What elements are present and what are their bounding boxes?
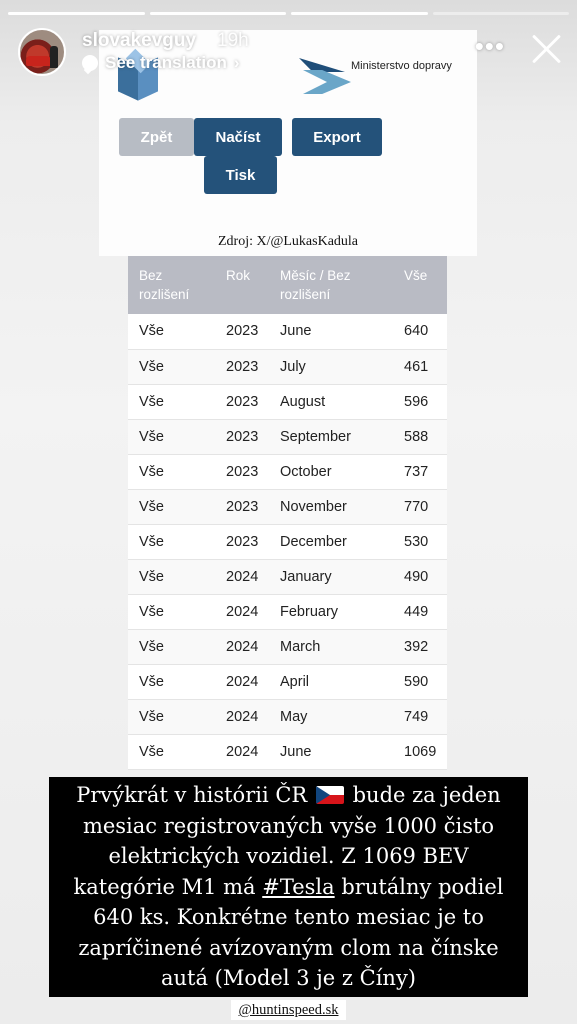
table-cell: 490: [393, 559, 447, 594]
table-cell: Vše: [128, 594, 215, 629]
username[interactable]: slovakevguy: [82, 30, 197, 51]
table-cell: Vše: [128, 489, 215, 524]
table-cell: 2024: [215, 594, 269, 629]
czech-flag-icon: [316, 786, 344, 804]
table-cell: Vše: [128, 699, 215, 734]
table-row: [128, 314, 447, 349]
table-cell: Vše: [128, 314, 215, 349]
table-cell: 737: [393, 454, 447, 489]
table-cell: 588: [393, 419, 447, 454]
caption-text-1: Prvýkrát v histórii ČR: [76, 783, 308, 807]
table-cell: 749: [393, 699, 447, 734]
print-button[interactable]: Tisk: [204, 156, 277, 194]
column-header: Měsíc / Bez rozlišení: [269, 256, 393, 314]
table-cell: 2023: [215, 384, 269, 419]
story-progress-bar: [8, 12, 569, 15]
progress-segment: [150, 12, 287, 15]
table-cell: January: [269, 559, 393, 594]
table-cell: December: [269, 524, 393, 559]
table-cell: July: [269, 349, 393, 384]
table-row: [128, 419, 447, 454]
back-button[interactable]: Zpět: [119, 118, 194, 156]
table-header-row: [128, 256, 447, 314]
story-caption: [49, 777, 528, 997]
car-graphic: [26, 56, 52, 66]
mention-sticker[interactable]: @huntinspeed.sk: [231, 1000, 346, 1020]
person-graphic: [50, 46, 58, 68]
chevron-right-icon: ›: [233, 53, 240, 72]
table-cell: 640: [393, 314, 447, 349]
table-cell: October: [269, 454, 393, 489]
more-options-icon[interactable]: •••: [474, 31, 505, 61]
registrations-table: [128, 256, 447, 770]
table-cell: 2023: [215, 524, 269, 559]
progress-segment: [8, 12, 145, 15]
table-row: [128, 349, 447, 384]
table-cell: Vše: [128, 419, 215, 454]
caption-text-2: bude za jeden mesiac registrovaných vyše 1000 čisto elektrických vozidiel. Z 1069 BEV kategórie M1 má: [73, 783, 501, 899]
table-cell: 2024: [215, 629, 269, 664]
speech-bubble-icon: [82, 55, 98, 71]
table-cell: 2024: [215, 664, 269, 699]
table-cell: 2023: [215, 454, 269, 489]
table-cell: November: [269, 489, 393, 524]
close-icon[interactable]: [529, 32, 563, 66]
table-cell: September: [269, 419, 393, 454]
source-credit: Zdroj: X/@LukasKadula: [217, 234, 359, 249]
see-translation-button[interactable]: [82, 53, 240, 73]
load-button[interactable]: Načíst: [194, 118, 282, 156]
table-cell: 2024: [215, 559, 269, 594]
ministry-name: Ministerstvo dopravy: [351, 60, 452, 72]
post-time: 19h: [217, 30, 249, 51]
table-row: [128, 699, 447, 734]
table-cell: Vše: [128, 734, 215, 769]
table-cell: 2023: [215, 489, 269, 524]
caption-text-3: brutálny podiel 640 ks. Konkrétne tento mesiac je to zapríčinené avízovaným clom na čínske autá (Model 3 je z Číny): [78, 874, 504, 990]
table-cell: 392: [393, 629, 447, 664]
see-translation-label: See translation: [105, 53, 227, 72]
table-cell: March: [269, 629, 393, 664]
table-row: [128, 594, 447, 629]
table-row: [128, 559, 447, 594]
table-cell: February: [269, 594, 393, 629]
table-cell: Vše: [128, 454, 215, 489]
table-cell: Vše: [128, 524, 215, 559]
table-cell: 530: [393, 524, 447, 559]
tesla-hashtag-link[interactable]: #Tesla: [262, 874, 335, 899]
table-cell: 596: [393, 384, 447, 419]
table-cell: 2024: [215, 699, 269, 734]
table-row: [128, 384, 447, 419]
table-cell: 2024: [215, 734, 269, 769]
table-row: [128, 524, 447, 559]
table-cell: 2023: [215, 314, 269, 349]
table-cell: 449: [393, 594, 447, 629]
table-cell: Vše: [128, 664, 215, 699]
table-row: [128, 629, 447, 664]
story-header: [18, 28, 563, 76]
table-cell: 461: [393, 349, 447, 384]
export-button[interactable]: Export: [292, 118, 382, 156]
table-cell: April: [269, 664, 393, 699]
table-row: [128, 454, 447, 489]
table-cell: Vše: [128, 384, 215, 419]
progress-segment: [433, 12, 570, 15]
table-cell: May: [269, 699, 393, 734]
table-cell: June: [269, 734, 393, 769]
table-cell: 590: [393, 664, 447, 699]
table-cell: August: [269, 384, 393, 419]
progress-segment: [291, 12, 428, 15]
table-cell: 1069: [393, 734, 447, 769]
table-cell: Vše: [128, 559, 215, 594]
column-header: Vše: [393, 256, 447, 314]
table-cell: 770: [393, 489, 447, 524]
table-row: [128, 734, 447, 769]
avatar[interactable]: [18, 28, 66, 76]
column-header: Bez rozlišení: [128, 256, 215, 314]
column-header: Rok: [215, 256, 269, 314]
source-strip: [99, 226, 477, 256]
table-cell: 2023: [215, 419, 269, 454]
table-cell: 2023: [215, 349, 269, 384]
table-cell: Vše: [128, 349, 215, 384]
table-row: [128, 664, 447, 699]
table-row: [128, 489, 447, 524]
table-cell: Vše: [128, 629, 215, 664]
table-cell: June: [269, 314, 393, 349]
